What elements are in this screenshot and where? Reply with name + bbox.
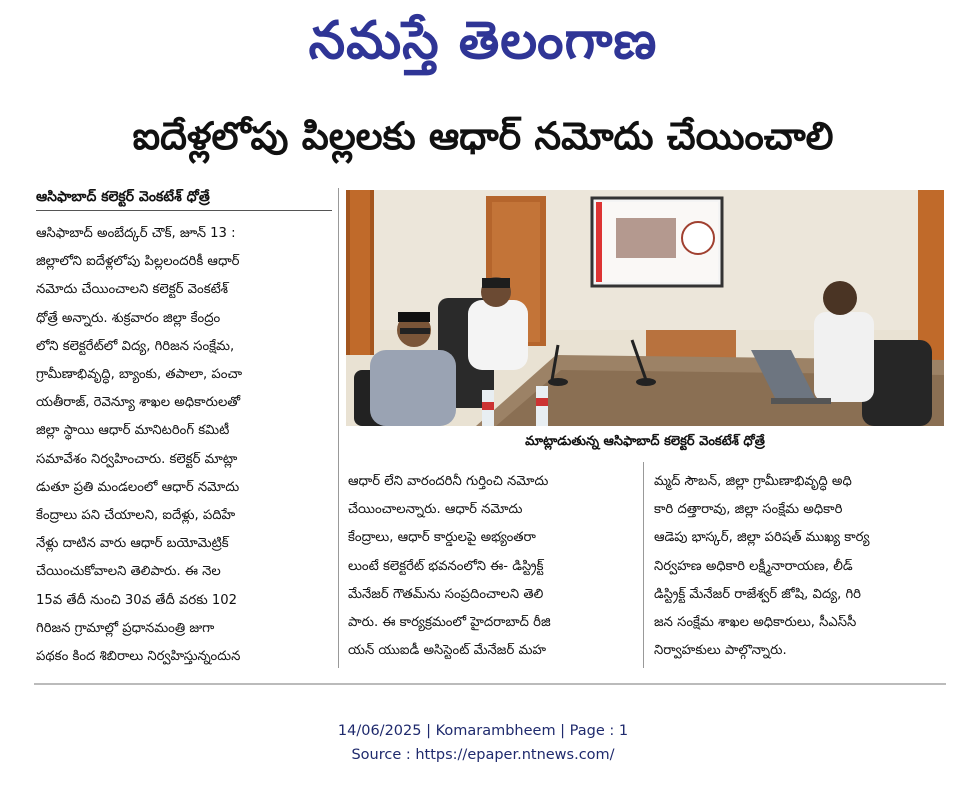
article-line: ఆడెపు భాస్కర్, జిల్లా పరిషత్ ముఖ్య కార్య <box>654 530 870 546</box>
photo-caption: మాట్లాడుతున్న ఆసిఫాబాద్ కలెక్టర్ వెంకటేశ్ ధోత్రే <box>525 434 765 449</box>
article-column-1 <box>36 220 324 671</box>
article-line: చేయించుకోవాలని తెలిపారు. ఈ నెల <box>36 564 221 580</box>
article-line: మేనేజర్ గౌతమ్‌ను సంప్రదించాలని తెలి <box>348 586 544 602</box>
article-line: డిస్ట్రిక్ట్ మేనేజర్ రాజేశ్వర్ జోషి, విద్య, గిరి <box>654 586 862 602</box>
article-line: గ్రామీణాభివృద్ధి, బ్యాంకు, తపాలా, పంచా <box>36 367 243 383</box>
meeting-photo <box>346 190 944 426</box>
article-line: జిల్లాలోని ఐదేళ్లలోపు పిల్లలందరికీ ఆధార్ <box>36 254 240 270</box>
article-line: ఆధార్ లేని వారందరినీ గుర్తించి నమోదు <box>348 474 549 489</box>
column-divider <box>643 462 644 668</box>
article-line: చేయించాలన్నారు. ఆధార్ నమోదు <box>348 502 523 518</box>
article-line: పథకం కింద శిబిరాలు నిర్వహిస్తున్నందున <box>36 649 241 665</box>
article-line: పారు. ఈ కార్యక్రమంలో హైదరాబాద్ రీజి <box>348 615 551 631</box>
article-line: కారి దత్తారావు, జిల్లా సంక్షేమ అధికారి <box>654 502 843 518</box>
article-line: 15వ తేదీ నుంచి 30వ తేదీ వరకు 102 <box>36 592 238 608</box>
article-line: డుతూ ప్రతి మండలంలో ఆధార్ నమోదు <box>36 479 240 495</box>
article-headline: ఐదేళ్లలోపు పిల్లలకు ఆధార్ నమోదు చేయించాలి <box>132 114 834 158</box>
masthead-title: నమస్తే తెలంగాణ <box>308 10 658 71</box>
footer-source-link[interactable]: Source : https://epaper.ntnews.com/ <box>351 747 615 763</box>
article-column-2 <box>348 468 632 665</box>
article-column-3 <box>654 468 944 665</box>
footer-edition-info: 14/06/2025 | Komarambheem | Page : 1 <box>337 723 629 739</box>
article-line: నేళ్లు దాటిన వారు ఆధార్ బయోమెట్రిక్ <box>36 536 229 552</box>
article-line: కేంద్రాలు, ఆధార్ కార్డులపై అభ్యంతరా <box>348 530 536 546</box>
article-line: మ్మద్ సౌబన్, జిల్లా గ్రామీణాభివృద్ధి అధి <box>654 474 852 489</box>
article-line: నిర్వహణ అధికారి లక్ష్మీనారాయణ, లీడ్ <box>654 558 853 574</box>
footer-divider <box>34 683 946 685</box>
article-line: నమోదు చేయించాలని కలెక్టర్ వెంకటేశ్ <box>36 282 229 298</box>
article-byline: ఆసిఫాబాద్ కలెక్టర్ వెంకటేశ్ ధోత్రే <box>36 187 332 211</box>
article-line: యతీరాజ్, రెవెన్యూ శాఖల అధికారులతో <box>36 395 241 411</box>
article-line: నిర్వాహకులు పాల్గొన్నారు. <box>654 643 787 659</box>
article-line: జిల్లా స్థాయి ఆధార్ మానిటరింగ్ కమిటీ <box>36 423 230 439</box>
article-line: కేంద్రాలు పని చేయాలని, ఐదేళ్లు, పదిహే <box>36 508 236 524</box>
article-line: ధోత్రే అన్నారు. శుక్రవారం జిల్లా కేంద్రం <box>36 310 221 326</box>
article-line: ఆసిఫాబాద్ అంబేద్కర్ చౌక్, జూన్ 13 : <box>36 226 236 241</box>
article-line: గిరిజన గ్రామాల్లో ప్రధానమంత్రి జుగా <box>36 620 215 636</box>
article-line: సమావేశం నిర్వహించారు. కలెక్టర్ మాట్లా <box>36 451 238 467</box>
article-line: యన్ యుఐడీ అసిస్టెంట్ మేనేజర్ మహ <box>348 643 547 659</box>
article-line: లుంటే కలెక్టరేట్ భవనంలోని ఈ- డిస్ట్రిక్ట్ <box>348 558 544 574</box>
column-divider <box>338 188 339 668</box>
article-line: జన సంక్షేమ శాఖల అధికారులు, సీఎస్‌సీ <box>654 615 857 631</box>
article-line: లోని కలెక్టరేట్‌లో విద్య, గిరిజన సంక్షేమ, <box>36 338 235 354</box>
